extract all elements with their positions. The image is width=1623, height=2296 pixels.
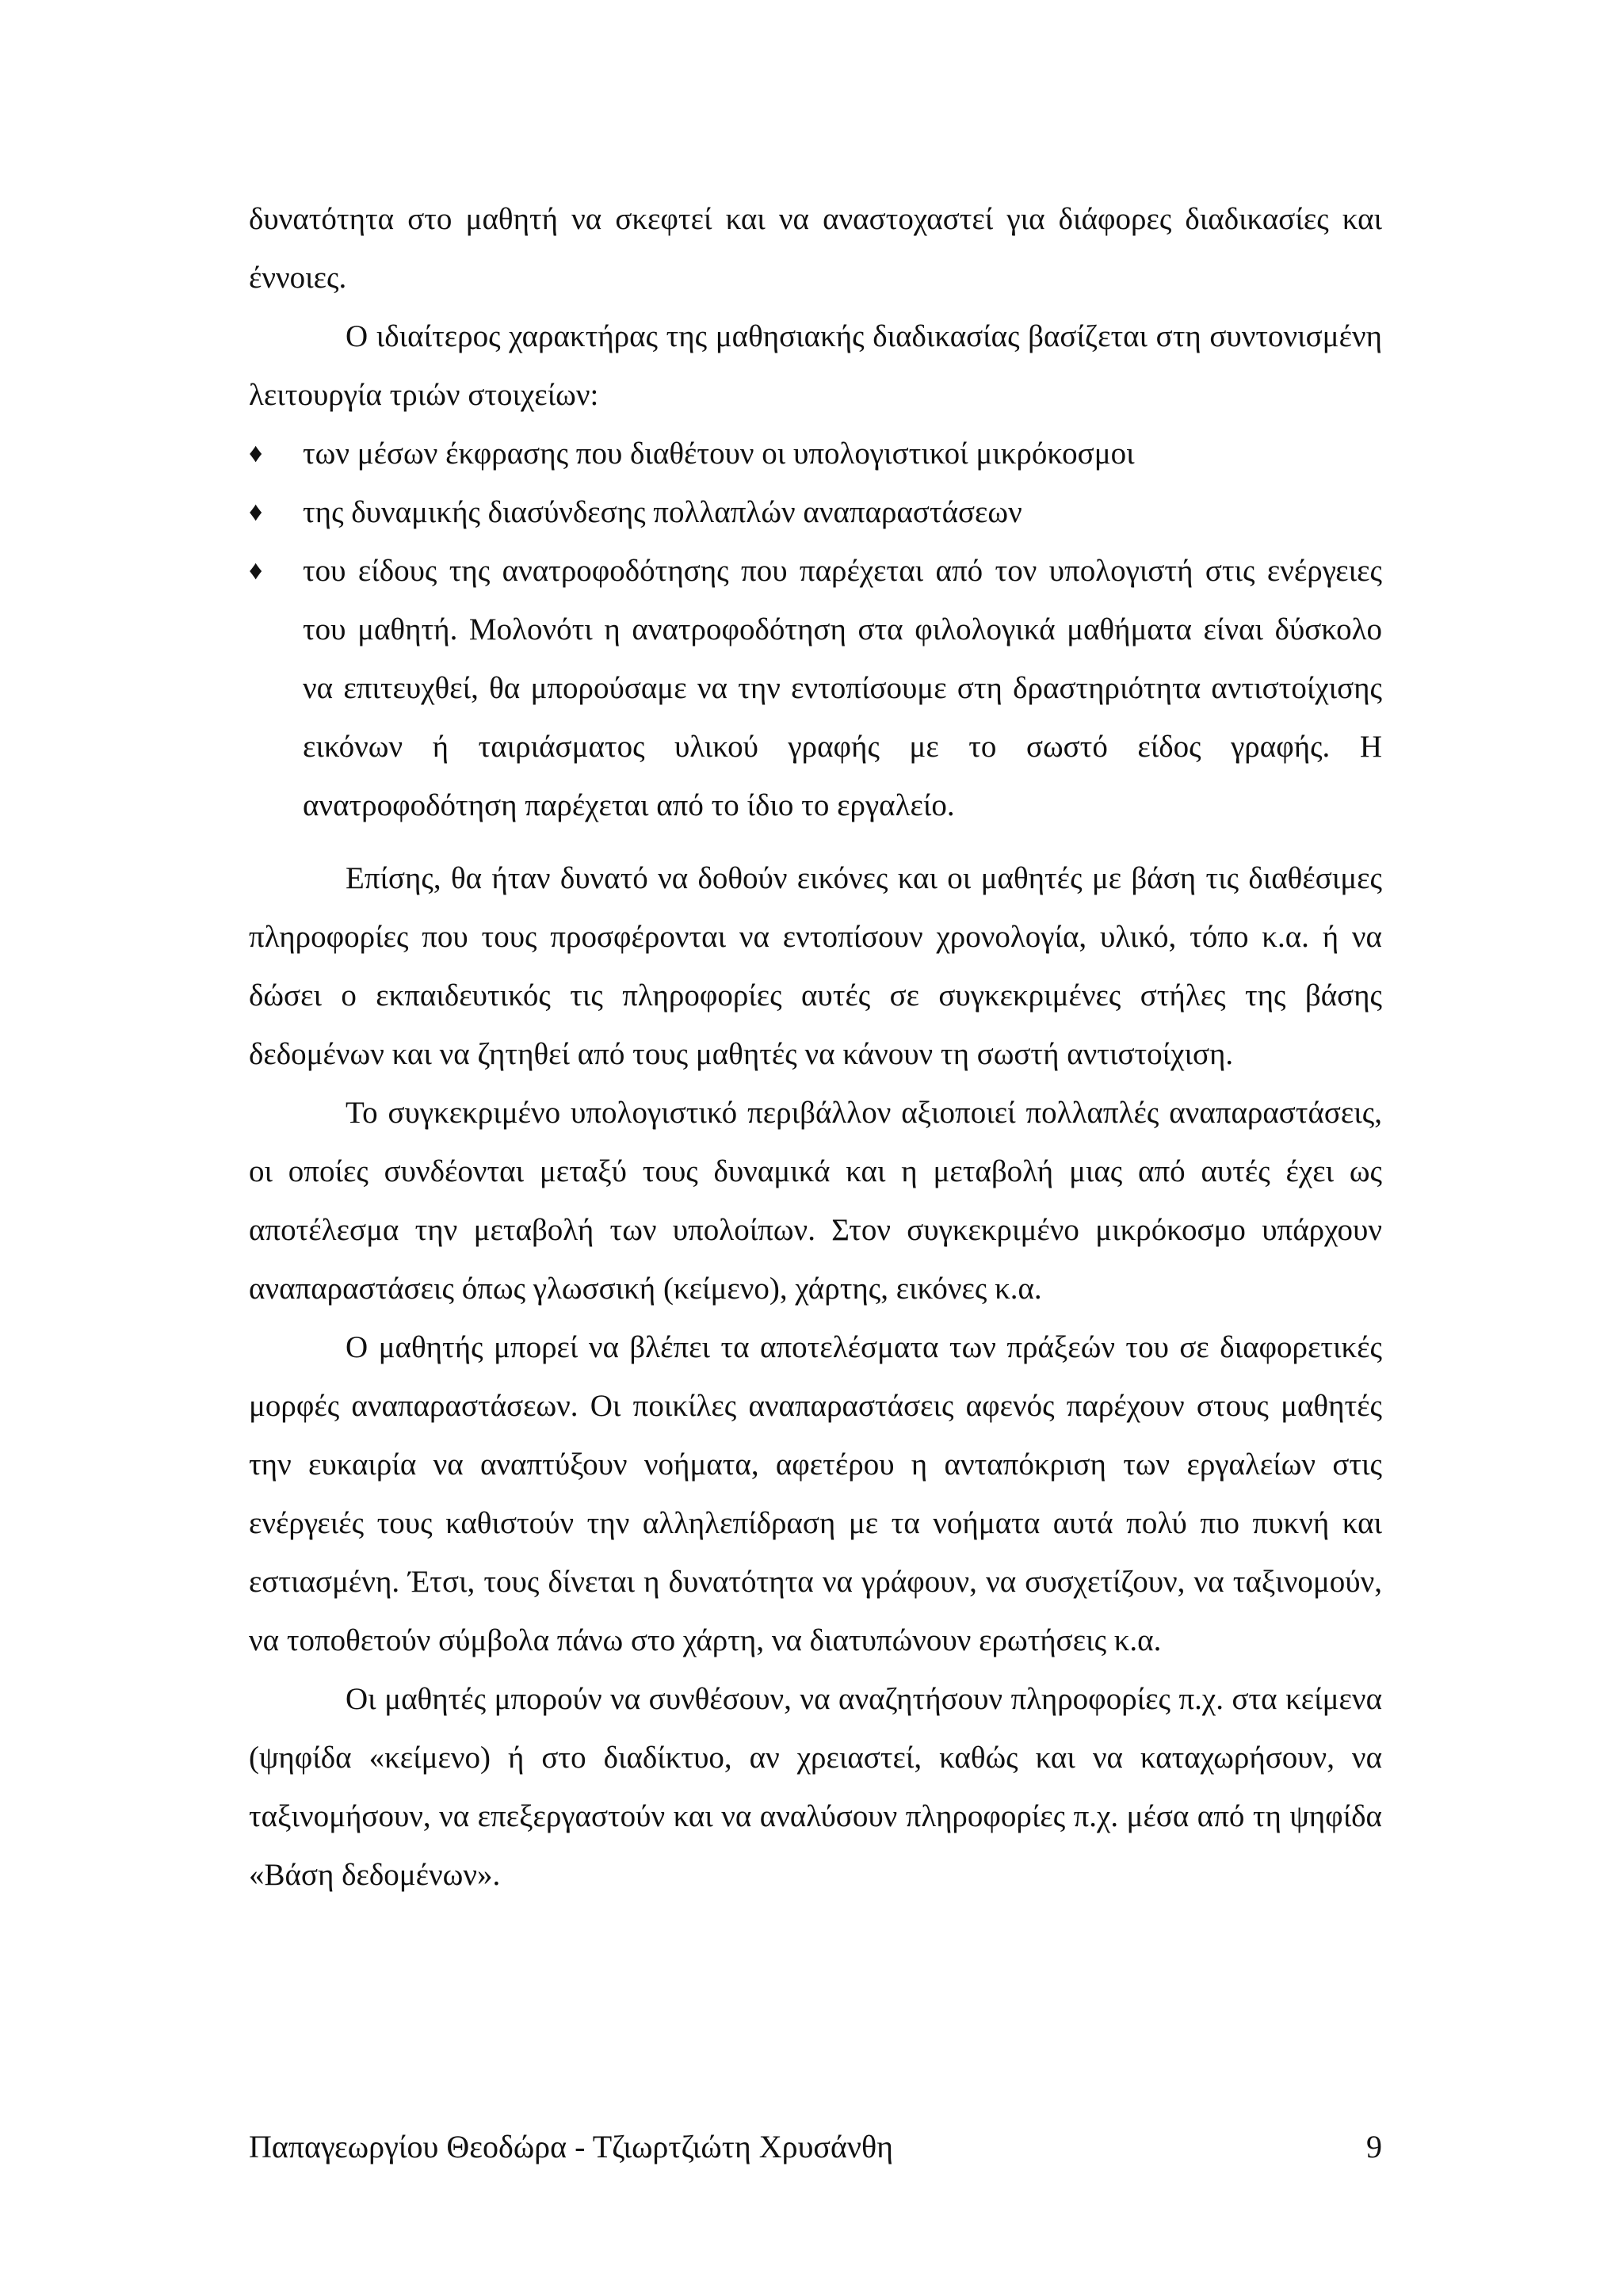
bullet-text: των μέσων έκφρασης που διαθέτουν οι υπολογιστικοί μικρόκοσμοι (303, 437, 1135, 471)
list-item (249, 542, 1382, 835)
footer-authors: Παπαγεωργίου Θεοδώρα - Τζιωρτζιώτη Χρυσάνθη (249, 2129, 894, 2164)
page-body (249, 190, 1382, 1905)
body-paragraph: Οι μαθητές μπορούν να συνθέσουν, να αναζητήσουν πληροφορίες π.χ. στα κείμενα (ψηφίδα «κείμενο) ή στο διαδίκτυο, αν χρειαστεί, καθώς και να καταχωρήσουν, να ταξινομήσουν, να επεξεργαστούν και να αναλύσουν πληροφορίες π.χ. μέσα από τη ψηφίδα «Βάση δεδομένων». (249, 1682, 1382, 1892)
diamond-bullet-icon: ♦ (249, 556, 263, 585)
page-number: 9 (1366, 2129, 1382, 2164)
list-item (249, 483, 1382, 542)
list-item (249, 425, 1382, 483)
bullet-text: της δυναμικής διασύνδεσης πολλαπλών αναπαραστάσεων (303, 495, 1022, 529)
body-paragraph: Ο μαθητής μπορεί να βλέπει τα αποτελέσματα των πράξεών του σε διαφορετικές μορφές αναπαραστάσεων. Οι ποικίλες αναπαραστάσεις αφενός παρέχουν στους μαθητές την ευκαιρία να αναπτύξουν νοήματα, αφετέρου η ανταπόκριση των εργαλείων στις ενέργειές τους καθιστούν την αλληλεπίδραση με τα νοήματα αυτά πολύ πιο πυκνή και εστιασμένη. Έτσι, τους δίνεται η δυνατότητα να γράφουν, να συσχετίζουν, να ταξινομούν, να τοποθετούν σύμβολα πάνω στο χάρτη, να διατυπώνουν ερωτήσεις κ.α. (249, 1330, 1382, 1657)
body-paragraph: Επίσης, θα ήταν δυνατό να δοθούν εικόνες και οι μαθητές με βάση τις διαθέσιμες πληροφορίες που τους προσφέρονται να εντοπίσουν χρονολογία, υλικό, τόπο κ.α. ή να δώσει ο εκπαιδευτικός τις πληροφορίες αυτές σε συγκεκριμένες στήλες της βάσης δεδομένων και να ζητηθεί από τους μαθητές να κάνουν τη σωστή αντιστοίχιση. (249, 861, 1382, 1071)
body-paragraph: Το συγκεκριμένο υπολογιστικό περιβάλλον αξιοποιεί πολλαπλές αναπαραστάσεις, οι οποίες συνδέονται μεταξύ τους δυναμικά και η μεταβολή μιας από αυτές έχει ως αποτέλεσμα την μεταβολή των υπολοίπων. Στον συγκεκριμένο μικρόκοσμο υπάρχουν αναπαραστάσεις όπως γλωσσική (κείμενο), χάρτης, εικόνες κ.α. (249, 1096, 1382, 1306)
bullet-text: του είδους της ανατροφοδότησης που παρέχεται από τον υπολογιστή στις ενέργειες του μαθητή. Μολονότι η ανατροφοδότηση στα φιλολογικά μαθήματα είναι δύσκολο να επιτευχθεί, θα μπορούσαμε να την εντοπίσουμε στη δραστηριότητα αντιστοίχισης εικόνων ή ταιριάσματος υλικού γραφής με το σωστό είδος γραφής. Η ανατροφοδότηση παρέχεται από το ίδιο το εργαλείο. (303, 554, 1382, 822)
diamond-bullet-icon: ♦ (249, 439, 263, 468)
opening-paragraph: δυνατότητα στο μαθητή να σκεφτεί και να αναστοχαστεί για διάφορες διαδικασίες και έννοιες. (249, 202, 1382, 295)
bullet-list (249, 425, 1382, 835)
intro-paragraph: Ο ιδιαίτερος χαρακτήρας της μαθησιακής διαδικασίας βασίζεται στη συντονισμένη λειτουργία τριών στοιχείων: (249, 319, 1382, 412)
page-footer (249, 2123, 1382, 2171)
diamond-bullet-icon: ♦ (249, 498, 263, 527)
